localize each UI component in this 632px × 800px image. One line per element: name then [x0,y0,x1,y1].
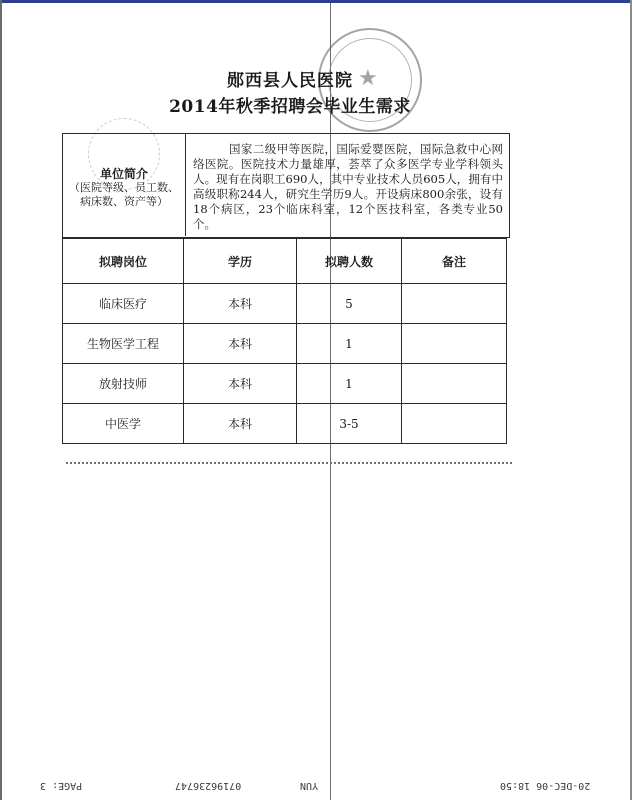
cell-headcount: 3-5 [297,404,402,444]
table-row [63,324,507,364]
cell-headcount: 1 [297,324,402,364]
cell-remarks [402,284,507,324]
header-remarks: 备注 [402,239,507,284]
intro-text: 国家二级甲等医院，国际爱婴医院，国际急救中心网络医院。医院技术力量雄厚，荟萃了众多医学专业学科领头人。现有在岗职工690人，其中专业技术人员605人，拥有中高级职称244人，研究生学历9人。开设病床800余张，设有18个病区，23个临床科室，12个医技科室，各类专业50个。 [193,142,503,231]
header-position: 拟聘岗位 [63,239,184,284]
header-education: 学历 [184,239,297,284]
fax-date-time: 20-DEC-06 18:50 [500,780,591,791]
seal-star-icon: ★ [358,66,378,91]
fax-page: PAGE: 3 [40,780,83,791]
table-row [63,284,507,324]
cell-headcount: 5 [297,284,402,324]
cell-remarks [402,404,507,444]
window-top-border [0,0,632,3]
cell-position: 放射技师 [63,364,184,404]
unit-intro-box [62,133,510,238]
cell-remarks [402,324,507,364]
intro-subheading: （医院等级、员工数、病床数、资产等） [69,181,179,208]
cell-position: 临床医疗 [63,284,184,324]
cell-education: 本科 [184,324,297,364]
document-title: 郧西县人民医院 [227,71,353,91]
recruitment-table [62,238,507,444]
fax-sender: YUN [300,780,319,791]
cell-position: 中医学 [63,404,184,444]
page-left-edge [0,0,2,800]
intro-heading: 单位简介 [99,167,148,181]
dotted-divider [66,462,512,464]
document-subtitle: 2014年秋季招聘会毕业生需求 [169,97,411,117]
cell-education: 本科 [184,364,297,404]
fax-footer [0,776,632,796]
table-header-row [63,239,507,284]
table-row [63,364,507,404]
fax-number: 07196236747 [175,780,242,791]
table-row [63,404,507,444]
header-headcount: 拟聘人数 [297,239,402,284]
intro-label-cell [63,134,186,236]
cell-headcount: 1 [297,364,402,404]
cell-education: 本科 [184,284,297,324]
cell-position: 生物医学工程 [63,324,184,364]
cell-remarks [402,364,507,404]
cell-education: 本科 [184,404,297,444]
